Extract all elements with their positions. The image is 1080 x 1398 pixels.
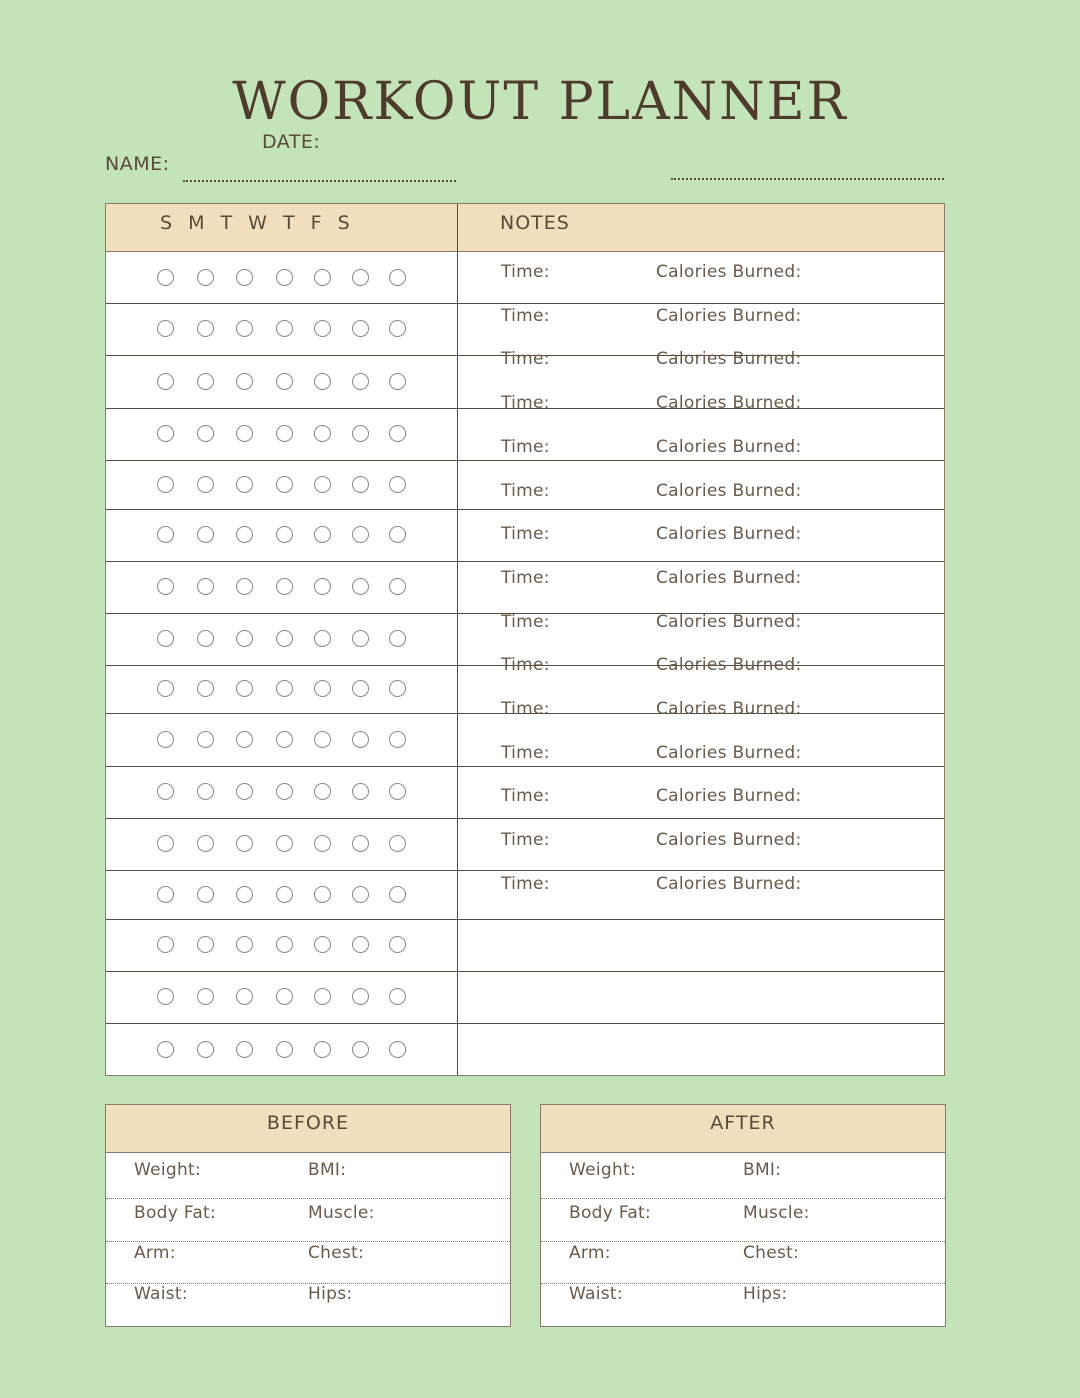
day-checkbox-m-3[interactable] <box>197 373 214 390</box>
before-measure-label: Waist: <box>134 1284 188 1304</box>
day-checkbox-s-5[interactable] <box>389 476 406 493</box>
day-checkbox-t-10[interactable] <box>314 731 331 748</box>
after-title: AFTER <box>541 1105 945 1153</box>
day-checkbox-s-15[interactable] <box>389 988 406 1005</box>
day-checkbox-w-11[interactable] <box>276 783 293 800</box>
day-checkbox-w-10[interactable] <box>276 731 293 748</box>
measure-divider <box>541 1241 945 1242</box>
note-calories-label: Calories Burned: <box>656 873 802 894</box>
day-checkbox-t-4[interactable] <box>236 425 253 442</box>
day-checkbox-t-2[interactable] <box>236 320 253 337</box>
note-calories-label: Calories Burned: <box>656 655 802 676</box>
day-checkbox-s-12[interactable] <box>389 835 406 852</box>
day-checkbox-t-12[interactable] <box>236 835 253 852</box>
day-checkbox-f-10[interactable] <box>352 731 369 748</box>
before-measure-label: Arm: <box>134 1243 176 1263</box>
day-checkbox-t-13[interactable] <box>236 886 253 903</box>
date-field[interactable] <box>671 178 944 180</box>
day-checkbox-t-14[interactable] <box>314 936 331 953</box>
day-checkbox-s-15[interactable] <box>157 988 174 1005</box>
day-checkbox-s-11[interactable] <box>157 783 174 800</box>
day-checkbox-w-16[interactable] <box>276 1041 293 1058</box>
day-checkbox-w-9[interactable] <box>276 680 293 697</box>
day-checkbox-s-14[interactable] <box>157 936 174 953</box>
day-checkbox-s-7[interactable] <box>157 578 174 595</box>
column-divider <box>457 204 458 1075</box>
note-time-label: Time: <box>501 873 550 894</box>
days-header: S M T W T F S <box>160 212 355 234</box>
day-checkbox-w-14[interactable] <box>276 936 293 953</box>
day-checkbox-t-10[interactable] <box>236 731 253 748</box>
day-checkbox-t-6[interactable] <box>314 526 331 543</box>
after-measure-label: Weight: <box>569 1160 637 1180</box>
day-checkbox-s-5[interactable] <box>157 476 174 493</box>
row-divider <box>106 919 944 920</box>
day-checkbox-f-5[interactable] <box>352 476 369 493</box>
day-checkbox-f-11[interactable] <box>352 783 369 800</box>
day-checkbox-f-12[interactable] <box>352 835 369 852</box>
day-checkbox-f-9[interactable] <box>352 680 369 697</box>
day-checkbox-s-9[interactable] <box>389 680 406 697</box>
day-checkbox-t-8[interactable] <box>314 630 331 647</box>
day-checkbox-m-15[interactable] <box>197 988 214 1005</box>
note-time-label: Time: <box>501 611 550 632</box>
name-label: NAME: <box>105 153 170 175</box>
day-checkbox-m-6[interactable] <box>197 526 214 543</box>
day-checkbox-f-2[interactable] <box>352 320 369 337</box>
day-checkbox-s-13[interactable] <box>157 886 174 903</box>
day-checkbox-s-16[interactable] <box>389 1041 406 1058</box>
day-checkbox-s-1[interactable] <box>157 269 174 286</box>
day-checkbox-t-13[interactable] <box>314 886 331 903</box>
day-checkbox-s-2[interactable] <box>157 320 174 337</box>
day-checkbox-t-15[interactable] <box>236 988 253 1005</box>
before-measurements <box>105 1104 511 1327</box>
day-checkbox-w-15[interactable] <box>276 988 293 1005</box>
day-checkbox-t-1[interactable] <box>314 269 331 286</box>
after-measure-label: BMI: <box>743 1160 782 1180</box>
day-checkbox-s-9[interactable] <box>157 680 174 697</box>
day-checkbox-f-15[interactable] <box>352 988 369 1005</box>
day-checkbox-t-4[interactable] <box>314 425 331 442</box>
measure-divider <box>106 1241 510 1242</box>
date-label: DATE: <box>262 131 321 153</box>
day-checkbox-m-10[interactable] <box>197 731 214 748</box>
row-divider <box>106 1023 944 1024</box>
day-checkbox-s-10[interactable] <box>157 731 174 748</box>
day-checkbox-w-3[interactable] <box>276 373 293 390</box>
note-calories-label: Calories Burned: <box>656 436 802 457</box>
day-checkbox-w-2[interactable] <box>276 320 293 337</box>
day-checkbox-t-9[interactable] <box>314 680 331 697</box>
measure-divider <box>106 1198 510 1199</box>
before-measure-label: Muscle: <box>308 1203 375 1223</box>
note-calories-label: Calories Burned: <box>656 349 802 370</box>
day-checkbox-t-11[interactable] <box>314 783 331 800</box>
day-checkbox-m-5[interactable] <box>197 476 214 493</box>
day-checkbox-f-6[interactable] <box>352 526 369 543</box>
day-checkbox-w-12[interactable] <box>276 835 293 852</box>
day-checkbox-s-6[interactable] <box>389 526 406 543</box>
note-time-label: Time: <box>501 830 550 851</box>
day-checkbox-t-15[interactable] <box>314 988 331 1005</box>
name-field[interactable] <box>183 180 456 182</box>
day-checkbox-m-2[interactable] <box>197 320 214 337</box>
day-checkbox-f-14[interactable] <box>352 936 369 953</box>
day-checkbox-f-13[interactable] <box>352 886 369 903</box>
row-divider <box>106 971 944 972</box>
day-checkbox-w-8[interactable] <box>276 630 293 647</box>
day-checkbox-s-3[interactable] <box>389 373 406 390</box>
row-divider <box>106 460 944 461</box>
day-checkbox-t-16[interactable] <box>314 1041 331 1058</box>
day-checkbox-s-10[interactable] <box>389 731 406 748</box>
note-calories-label: Calories Burned: <box>656 699 802 719</box>
before-measure-label: Weight: <box>134 1160 202 1180</box>
note-time-label: Time: <box>501 786 550 807</box>
day-checkbox-s-8[interactable] <box>389 630 406 647</box>
before-measure-label: Chest: <box>308 1243 365 1263</box>
day-checkbox-f-16[interactable] <box>352 1041 369 1058</box>
day-checkbox-m-4[interactable] <box>197 425 214 442</box>
day-checkbox-s-11[interactable] <box>389 783 406 800</box>
day-checkbox-t-5[interactable] <box>314 476 331 493</box>
day-checkbox-f-7[interactable] <box>352 578 369 595</box>
note-time-label: Time: <box>501 262 550 282</box>
day-checkbox-m-8[interactable] <box>197 630 214 647</box>
after-measure-label: Arm: <box>569 1243 611 1263</box>
day-checkbox-m-7[interactable] <box>197 578 214 595</box>
day-checkbox-s-8[interactable] <box>157 630 174 647</box>
note-calories-label: Calories Burned: <box>656 567 802 588</box>
day-checkbox-m-16[interactable] <box>197 1041 214 1058</box>
note-calories-label: Calories Burned: <box>656 611 802 632</box>
day-checkbox-t-7[interactable] <box>314 578 331 595</box>
day-checkbox-s-7[interactable] <box>389 578 406 595</box>
row-divider <box>106 509 944 510</box>
row-divider <box>106 818 944 819</box>
day-checkbox-s-14[interactable] <box>389 936 406 953</box>
day-checkbox-t-5[interactable] <box>236 476 253 493</box>
day-checkbox-m-13[interactable] <box>197 886 214 903</box>
after-measurements <box>540 1104 946 1327</box>
before-measure-label: Body Fat: <box>134 1203 217 1223</box>
day-checkbox-w-1[interactable] <box>276 269 293 286</box>
note-calories-label: Calories Burned: <box>656 305 802 326</box>
day-checkbox-t-3[interactable] <box>236 373 253 390</box>
note-calories-label: Calories Burned: <box>656 742 802 763</box>
note-time-label: Time: <box>501 393 550 414</box>
day-checkbox-s-1[interactable] <box>389 269 406 286</box>
note-time-label: Time: <box>501 655 550 676</box>
note-calories-label: Calories Burned: <box>656 524 802 545</box>
day-checkbox-s-4[interactable] <box>157 425 174 442</box>
day-checkbox-f-3[interactable] <box>352 373 369 390</box>
day-checkbox-t-16[interactable] <box>236 1041 253 1058</box>
before-measure-label: BMI: <box>308 1160 347 1180</box>
after-measure-label: Muscle: <box>743 1203 810 1223</box>
day-checkbox-t-6[interactable] <box>236 526 253 543</box>
day-checkbox-t-9[interactable] <box>236 680 253 697</box>
day-checkbox-m-14[interactable] <box>197 936 214 953</box>
note-calories-label: Calories Burned: <box>656 480 802 501</box>
day-checkbox-w-4[interactable] <box>276 425 293 442</box>
note-calories-label: Calories Burned: <box>656 262 802 282</box>
day-checkbox-t-14[interactable] <box>236 936 253 953</box>
day-checkbox-s-3[interactable] <box>157 373 174 390</box>
day-checkbox-s-2[interactable] <box>389 320 406 337</box>
row-divider <box>106 870 944 871</box>
note-time-label: Time: <box>501 699 550 719</box>
day-checkbox-s-4[interactable] <box>389 425 406 442</box>
note-time-label: Time: <box>501 567 550 588</box>
day-checkbox-m-9[interactable] <box>197 680 214 697</box>
day-checkbox-f-4[interactable] <box>352 425 369 442</box>
after-measure-label: Hips: <box>743 1284 788 1304</box>
notes-header: NOTES <box>500 212 570 234</box>
day-checkbox-w-13[interactable] <box>276 886 293 903</box>
before-title: BEFORE <box>106 1105 510 1153</box>
after-measure-label: Waist: <box>569 1284 623 1304</box>
note-time-label: Time: <box>501 349 550 370</box>
day-checkbox-s-12[interactable] <box>157 835 174 852</box>
day-checkbox-m-11[interactable] <box>197 783 214 800</box>
day-checkbox-m-12[interactable] <box>197 835 214 852</box>
day-checkbox-t-8[interactable] <box>236 630 253 647</box>
after-measure-label: Chest: <box>743 1243 800 1263</box>
day-checkbox-s-16[interactable] <box>157 1041 174 1058</box>
day-checkbox-t-2[interactable] <box>314 320 331 337</box>
page-title: WORKOUT PLANNER <box>232 72 848 132</box>
workout-table <box>105 203 945 1076</box>
row-divider <box>106 561 944 562</box>
note-time-label: Time: <box>501 742 550 763</box>
after-measure-label: Body Fat: <box>569 1203 652 1223</box>
note-time-label: Time: <box>501 436 550 457</box>
note-time-label: Time: <box>501 524 550 545</box>
day-checkbox-w-5[interactable] <box>276 476 293 493</box>
note-time-label: Time: <box>501 305 550 326</box>
note-calories-label: Calories Burned: <box>656 830 802 851</box>
row-divider <box>106 303 944 304</box>
day-checkbox-w-6[interactable] <box>276 526 293 543</box>
day-checkbox-s-6[interactable] <box>157 526 174 543</box>
note-calories-label: Calories Burned: <box>656 786 802 807</box>
before-measure-label: Hips: <box>308 1284 353 1304</box>
day-checkbox-t-11[interactable] <box>236 783 253 800</box>
measure-divider <box>541 1198 945 1199</box>
day-checkbox-t-3[interactable] <box>314 373 331 390</box>
note-time-label: Time: <box>501 480 550 501</box>
row-divider <box>106 766 944 767</box>
day-checkbox-m-1[interactable] <box>197 269 214 286</box>
day-checkbox-t-12[interactable] <box>314 835 331 852</box>
day-checkbox-f-1[interactable] <box>352 269 369 286</box>
day-checkbox-t-7[interactable] <box>236 578 253 595</box>
day-checkbox-s-13[interactable] <box>389 886 406 903</box>
day-checkbox-w-7[interactable] <box>276 578 293 595</box>
day-checkbox-t-1[interactable] <box>236 269 253 286</box>
day-checkbox-f-8[interactable] <box>352 630 369 647</box>
note-calories-label: Calories Burned: <box>656 393 802 414</box>
table-header <box>106 204 944 252</box>
